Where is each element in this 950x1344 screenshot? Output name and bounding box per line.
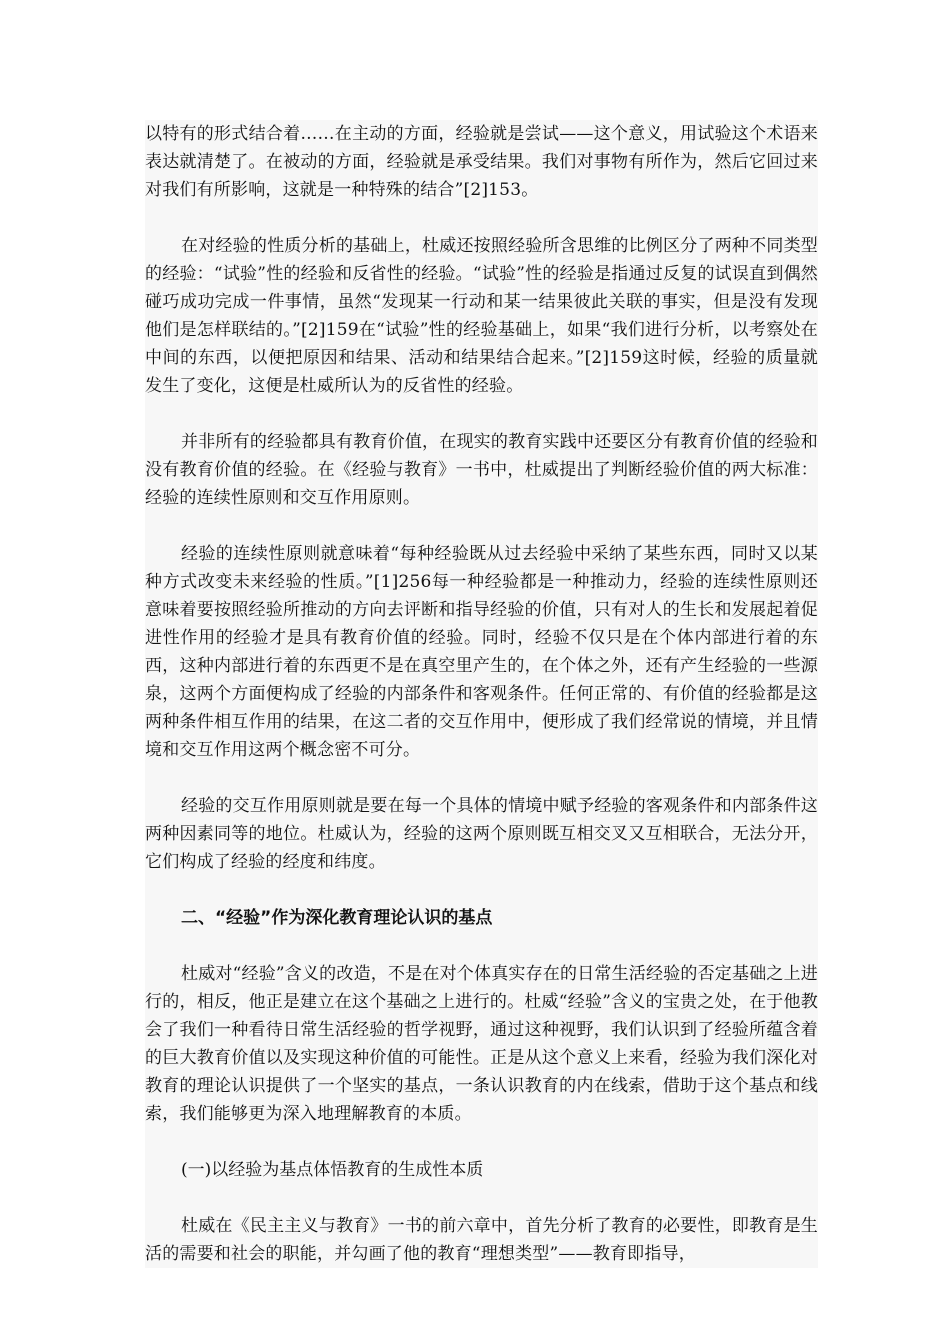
paragraph-experience-basis: 杜威对“经验”含义的改造，不是在对个体真实存在的日常生活经验的否定基础之上进行的，相反，他正是建立在这个基础之上进行的。杜威“经验”含义的宝贵之处，在于他教会了我们一种看待日常生活经验的哲学视野，通过这种视野，我们认识到了经验所蕴含着的巨大教育价值以及实现这种价值的可能性。正是从这个意义上来看，经验为我们深化对教育的理论认识提供了一个坚实的基点，一条认识教育的内在线索，借助于这个基点和线索，我们能够更为深入地理解教育的本质。 (145, 964, 818, 1124)
paragraph-continuation: 以特有的形式结合着……在主动的方面，经验就是尝试——这个意义，用试验这个术语来表达就清楚了。在被动的方面，经验就是承受结果。我们对事物有所作为，然后它回过来对我们有所影响，这就是一种特殊的结合”[2]153。 (145, 124, 818, 200)
paragraph-gap (145, 1128, 818, 1156)
subsection-heading: (一)以经验为基点体悟教育的生成性本质 (181, 1160, 484, 1180)
paragraph-gap (145, 1184, 818, 1212)
paragraph-gap (145, 204, 818, 232)
paragraph-educational-value: 并非所有的经验都具有教育价值，在现实的教育实践中还要区分有教育价值的经验和没有教育价值的经验。在《经验与教育》一书中，杜威提出了判断经验价值的两大标准：经验的连续性原则和交互作用原则。 (145, 432, 818, 508)
paragraph-gap (145, 512, 818, 540)
paragraph-gap (145, 400, 818, 428)
paragraph-experience-types: 在对经验的性质分析的基础上，杜威还按照经验所含思维的比例区分了两种不同类型的经验：“试验”性的经验和反省性的经验。“试验”性的经验是指通过反复的试误直到偶然碰巧成功完成一件事情，虽然“发现某一行动和某一结果彼此关联的事实，但是没有发现他们是怎样联结的。”[2]159在“试验”性的经验基础上，如果“我们进行分析，以考察处在中间的东西，以便把原因和结果、活动和结果结合起来。”[2]159这时候，经验的质量就发生了变化，这便是杜威所认为的反省性的经验。 (145, 236, 818, 396)
paragraph-gap (145, 932, 818, 960)
paragraph-gap (145, 876, 818, 904)
paragraph-continuity-principle: 经验的连续性原则就意味着“每种经验既从过去经验中采纳了某些东西，同时又以某种方式改变未来经验的性质。”[1]256每一种经验都是一种推动力，经验的连续性原则还意味着要按照经验所推动的方向去评断和指导经验的价值，只有对人的生长和发展起着促进性作用的经验才是具有教育价值的经验。同时，经验不仅只是在个体内部进行着的东西，这种内部进行着的东西更不是在真空里产生的，在个体之外，还有产生经验的一些源泉，这两个方面便构成了经验的内部条件和客观条件。任何正常的、有价值的经验都是这两种条件相互作用的结果，在这二者的交互作用中，便形成了我们经常说的情境，并且情境和交互作用这两个概念密不可分。 (145, 544, 818, 760)
paragraph-interaction-principle: 经验的交互作用原则就是要在每一个具体的情境中赋予经验的客观条件和内部条件这两种因素同等的地位。杜威认为，经验的这两个原则既互相交叉又互相联合，无法分开，它们构成了经验的经度和纬度。 (145, 796, 818, 872)
paragraph-gap (145, 764, 818, 792)
section-heading: 二、“经验”作为深化教育理论认识的基点 (181, 908, 493, 928)
paragraph-democracy-education: 杜威在《民主主义与教育》一书的前六章中，首先分析了教育的必要性，即教育是生活的需要和社会的职能，并勾画了他的教育“理想类型”——教育即指导， (145, 1216, 818, 1264)
document-body (145, 120, 818, 1268)
